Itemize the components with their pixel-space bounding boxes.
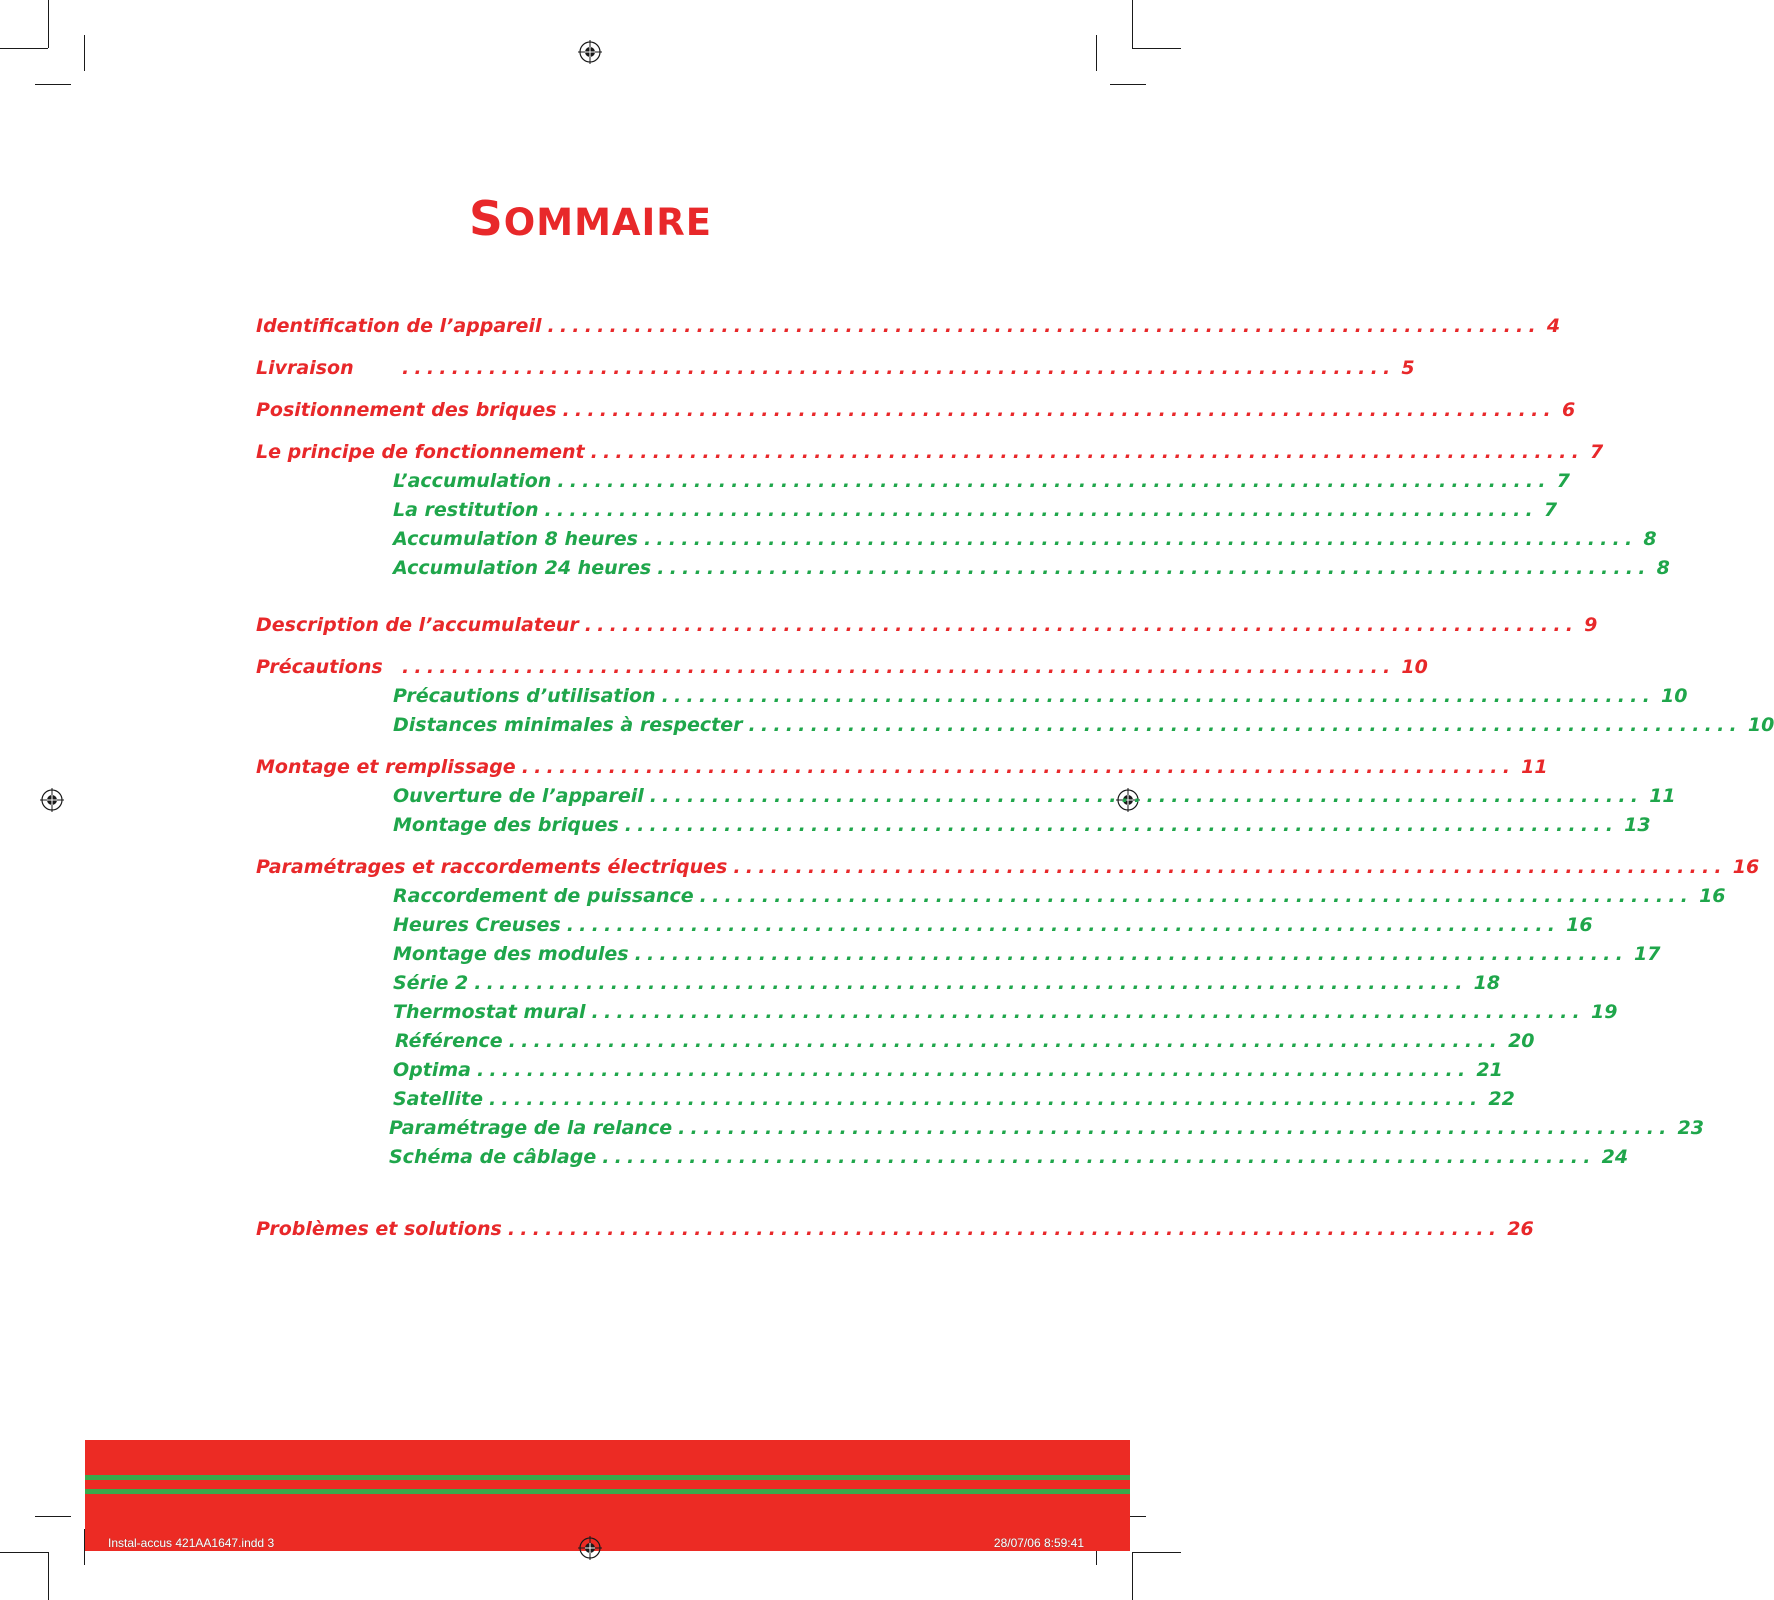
toc-entry-label: Paramétrage de la relance xyxy=(389,1117,673,1139)
toc-subentry-heures-creuses[interactable] xyxy=(393,914,1593,942)
toc-subentry-accumulation-24h[interactable] xyxy=(393,557,1670,585)
toc-subentry-restitution[interactable] xyxy=(393,499,1558,527)
toc-entry-label: Ouverture de l’appareil xyxy=(393,785,644,807)
toc-entry-label: Le principe de fonctionnement xyxy=(256,441,585,463)
toc-entry-parametrages[interactable] xyxy=(256,856,1760,884)
toc-leader-dots: ................................................................................ xyxy=(476,1059,1471,1081)
toc-entry-label: Montage des modules xyxy=(393,943,629,965)
toc-entry-precautions[interactable] xyxy=(256,656,1428,684)
toc-subentry-montage-briques[interactable] xyxy=(393,814,1651,842)
toc-leader-dots: ................................................................................ xyxy=(634,943,1629,965)
slug-datetime: 28/07/06 8:59:41 xyxy=(993,1536,1084,1550)
footer-band xyxy=(85,1440,1130,1551)
toc-page-number: 7 xyxy=(1556,470,1570,492)
toc-leader-dots: ................................................................................ xyxy=(521,756,1516,778)
registration-mark-icon xyxy=(578,1536,602,1560)
toc-leader-dots: ................................................................................ xyxy=(643,528,1638,550)
toc-entry-label: Paramétrages et raccordements électriques xyxy=(256,856,728,878)
toc-entry-label: Heures Creuses xyxy=(393,914,561,936)
toc-entry-principe[interactable] xyxy=(256,441,1604,469)
toc-entry-label: Satellite xyxy=(393,1088,483,1110)
toc-entry-livraison[interactable] xyxy=(256,357,1415,385)
toc-page-number: 21 xyxy=(1476,1059,1503,1081)
toc-page-number: 10 xyxy=(1401,656,1428,678)
toc-entry-problemes[interactable] xyxy=(256,1218,1534,1246)
toc-leader-dots: ................................................................................ xyxy=(507,1218,1502,1240)
toc-page-number: 9 xyxy=(1584,614,1598,636)
toc-entry-label: Positionnement des briques xyxy=(256,399,557,421)
toc-entry-label: Série 2 xyxy=(393,972,469,994)
registration-mark-icon xyxy=(578,40,602,64)
toc-entry-label: Distances minimales à respecter xyxy=(393,714,743,736)
toc-leader-dots: ................................................................................ xyxy=(678,1117,1672,1139)
registration-mark-icon xyxy=(40,788,64,812)
toc-page-number: 23 xyxy=(1677,1117,1704,1139)
toc-entry-label: Montage et remplissage xyxy=(256,756,516,778)
title-initial: S xyxy=(468,192,504,247)
toc-subentry-serie-2[interactable] xyxy=(393,972,1501,1000)
crop-mark xyxy=(48,0,49,48)
toc-page-number: 16 xyxy=(1566,914,1593,936)
toc-subentry-distances[interactable] xyxy=(393,714,1774,742)
toc-page-number: 11 xyxy=(1649,785,1676,807)
toc-entry-label: Référence xyxy=(395,1030,503,1052)
toc-leader-dots: ................................................................................ xyxy=(566,914,1561,936)
toc-entry-label: Accumulation 24 heures xyxy=(393,557,652,579)
toc-page-number: 8 xyxy=(1643,528,1657,550)
toc-entry-label: Raccordement de puissance xyxy=(393,885,694,907)
toc-leader-dots: ................................................................................ xyxy=(591,1001,1585,1023)
toc-leader-dots: ................................................................................ xyxy=(699,885,1694,907)
toc-entry-label: Livraison xyxy=(256,357,354,379)
toc-leader-dots: ................................................................................ xyxy=(402,656,1396,678)
toc-leader-dots: ................................................................................ xyxy=(508,1030,1503,1052)
footer-stripe xyxy=(85,1475,1130,1480)
toc-subentry-thermostat[interactable] xyxy=(393,1001,1618,1029)
crop-mark xyxy=(1132,0,1133,48)
toc-subentry-raccordement[interactable] xyxy=(393,885,1726,913)
toc-leader-dots: ................................................................................ xyxy=(584,614,1579,636)
toc-leader-dots: ................................................................................ xyxy=(488,1088,1483,1110)
slug-filename: Instal-accus 421AA1647.indd 3 xyxy=(108,1536,275,1550)
toc-entry-montage-remplissage[interactable] xyxy=(256,756,1548,784)
toc-entry-label: Accumulation 8 heures xyxy=(393,528,638,550)
toc-page-number: 17 xyxy=(1634,943,1661,965)
toc-page-number: 13 xyxy=(1624,814,1651,836)
crop-mark xyxy=(48,1552,49,1600)
toc-page-number: 7 xyxy=(1590,441,1604,463)
toc-leader-dots: ................................................................................ xyxy=(661,685,1655,707)
toc-subentry-accumulation-8h[interactable] xyxy=(393,528,1657,556)
crop-mark xyxy=(1132,1552,1133,1600)
title-rest: OMMAIRE xyxy=(503,201,713,244)
toc-page-number: 19 xyxy=(1590,1001,1618,1023)
crop-mark xyxy=(35,1516,71,1517)
toc-page-number: 6 xyxy=(1561,399,1576,421)
toc-page-number: 10 xyxy=(1661,685,1688,707)
toc-leader-dots: ................................................................................ xyxy=(544,499,1538,521)
toc-leader-dots: ................................................................................ xyxy=(557,470,1551,492)
toc-leader-dots: ................................................................................ xyxy=(590,441,1585,463)
toc-entry-description[interactable] xyxy=(256,614,1598,642)
toc-leader-dots: ................................................................................ xyxy=(733,856,1727,878)
toc-page-number: 16 xyxy=(1732,856,1760,878)
toc-page-number: 18 xyxy=(1473,972,1501,994)
toc-subentry-relance[interactable] xyxy=(389,1117,1704,1145)
crop-mark xyxy=(1110,84,1146,85)
toc-page-number: 8 xyxy=(1656,557,1670,579)
toc-subentry-accumulation[interactable] xyxy=(393,470,1570,498)
toc-entry-label: Identification de l’appareil xyxy=(256,315,542,337)
crop-mark xyxy=(84,35,85,71)
toc-entry-label: L’accumulation xyxy=(393,470,552,492)
toc-subentry-schema-cablage[interactable] xyxy=(389,1146,1629,1174)
toc-subentry-ouverture[interactable] xyxy=(393,785,1676,813)
toc-entry-label: Optima xyxy=(393,1059,471,1081)
toc-page-number: 20 xyxy=(1508,1030,1535,1052)
toc-entry-label: Précautions d’utilisation xyxy=(393,685,656,707)
crop-mark xyxy=(1132,48,1181,49)
toc-leader-dots: ................................................................................ xyxy=(474,972,1468,994)
toc-leader-dots: ................................................................................ xyxy=(624,814,1619,836)
toc-entry-label: Montage des briques xyxy=(393,814,619,836)
toc-page-number: 7 xyxy=(1543,499,1558,521)
toc-leader-dots: ................................................................................ xyxy=(402,357,1396,379)
toc-entry-label: Précautions xyxy=(256,656,383,678)
toc-subentry-optima[interactable] xyxy=(393,1059,1503,1087)
toc-subentry-satellite[interactable] xyxy=(393,1088,1515,1116)
toc-subentry-reference[interactable] xyxy=(395,1030,1535,1058)
crop-mark xyxy=(35,84,71,85)
toc-entry-identification[interactable] xyxy=(256,315,1561,343)
toc-entry-label: Thermostat mural xyxy=(393,1001,586,1023)
toc-subentry-precautions-utilisation[interactable] xyxy=(393,685,1688,713)
page-title xyxy=(0,192,1181,247)
toc-page-number: 11 xyxy=(1521,756,1548,778)
toc-leader-dots: ................................................................................ xyxy=(649,785,1644,807)
toc-page-number: 4 xyxy=(1546,315,1561,337)
footer-stripe xyxy=(85,1489,1130,1494)
toc-leader-dots: ................................................................................ xyxy=(748,714,1742,736)
toc-entry-label: Description de l’accumulateur xyxy=(256,614,579,636)
toc-page-number: 22 xyxy=(1488,1088,1515,1110)
crop-mark xyxy=(1132,1552,1181,1553)
toc-entry-label: Schéma de câblage xyxy=(389,1146,597,1168)
toc-page-number: 5 xyxy=(1401,357,1415,379)
toc-leader-dots: ................................................................................ xyxy=(562,399,1556,421)
toc-page-number: 26 xyxy=(1507,1218,1534,1240)
toc-leader-dots: ................................................................................ xyxy=(547,315,1541,337)
toc-leader-dots: ................................................................................ xyxy=(657,557,1651,579)
toc-leader-dots: ................................................................................ xyxy=(602,1146,1596,1168)
crop-mark xyxy=(0,48,48,49)
toc-page-number: 16 xyxy=(1699,885,1726,907)
crop-mark xyxy=(0,1552,48,1553)
crop-mark xyxy=(1096,35,1097,71)
toc-entry-label: La restitution xyxy=(393,499,539,521)
toc-entry-label: Problèmes et solutions xyxy=(256,1218,502,1240)
toc-page-number: 24 xyxy=(1601,1146,1629,1168)
toc-page-number: 10 xyxy=(1747,714,1774,736)
toc-subentry-montage-modules[interactable] xyxy=(393,943,1661,971)
toc-entry-positionnement[interactable] xyxy=(256,399,1576,427)
